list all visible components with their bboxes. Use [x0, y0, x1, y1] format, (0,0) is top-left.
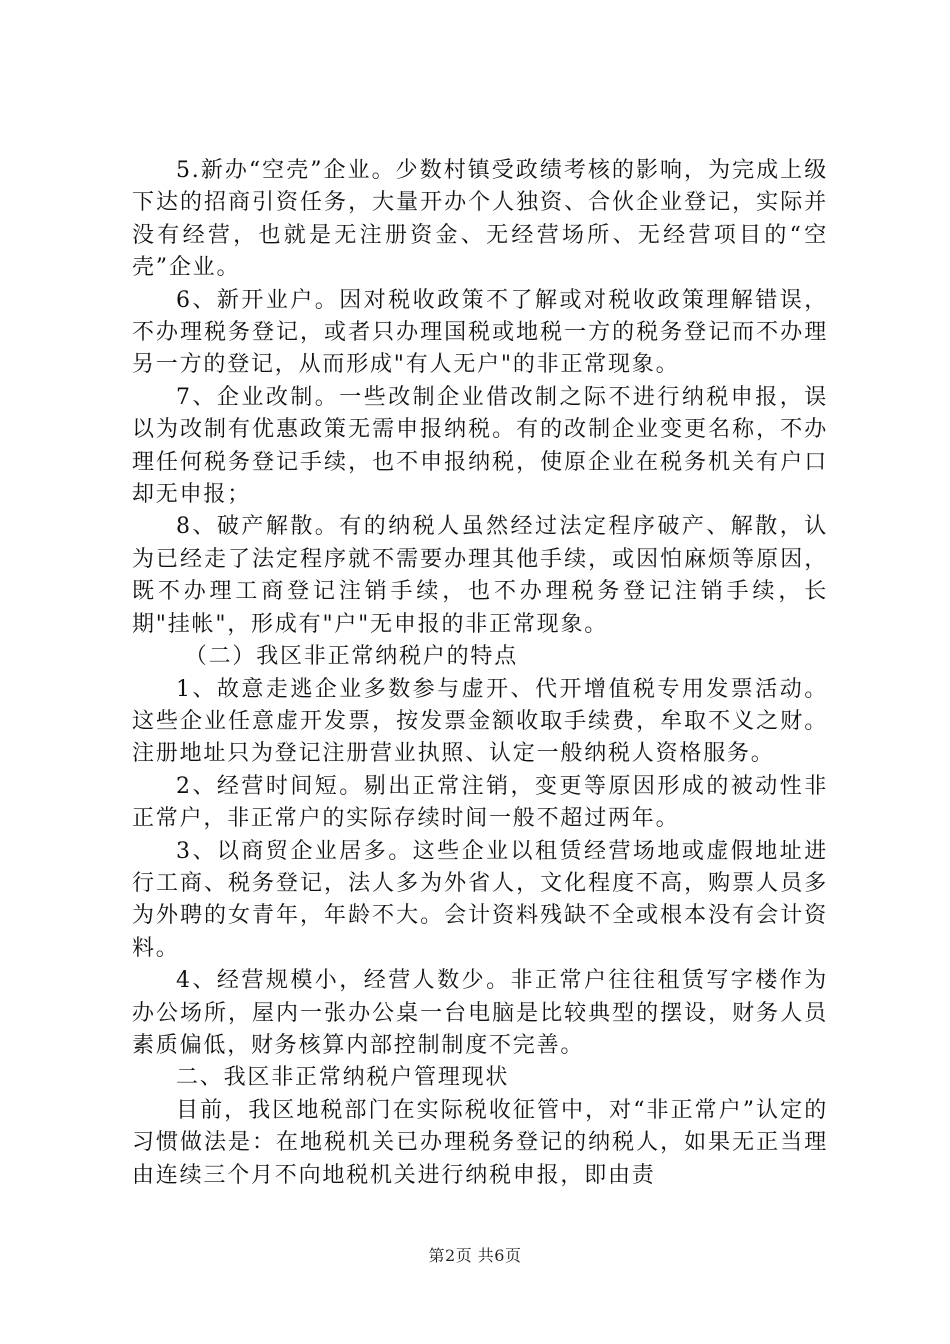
paragraph-current-practice: 目前，我区地税部门在实际税收征管中，对“非正常户”认定的习惯做法是：在地税机关已办理税务登记的纳税人，如果无正当理由连续三个月不向地税机关进行纳税申报，即由责: [132, 1097, 828, 1188]
paragraph-empty-shell-enterprises: 5.新办“空壳”企业。少数村镇受政绩考核的影响，为完成上级下达的招商引资任务，大量开办个人独资、合伙企业登记，实际并没有经营，也就是无注册资金、无经营场所、无经营项目的“空壳”企业。: [132, 158, 828, 281]
document-body: [132, 155, 828, 1192]
paragraph-short-operation: 2、经营时间短。剔出正常注销，变更等原因形成的被动性非正常户，非正常户的实际存续时间一般不超过两年。: [132, 773, 828, 832]
paragraph-bankruptcy-dissolution: 8、破产解散。有的纳税人虽然经过法定程序破产、解散，认为已经走了法定程序就不需要办理其他手续，或因怕麻烦等原因，既不办理工商登记注销手续，也不办理税务登记注销手续，长期"挂帐"，形成有"户"无申报的非正常现象。: [132, 514, 828, 637]
page-footer: 第2页 共6页: [428, 1246, 522, 1265]
paragraph-new-businesses: 6、新开业户。因对税收政策不了解或对税收政策理解错误，不办理税务登记，或者只办理国税或地税一方的税务登记而不办理另一方的登记，从而形成"有人无户"的非正常现象。: [132, 287, 828, 378]
paragraph-small-scale: 4、经营规模小，经营人数少。非正常户往往租赁写字楼作为办公场所，屋内一张办公桌一台电脑是比较典型的摆设，财务人员素质偏低，财务核算内部控制制度不完善。: [132, 968, 828, 1058]
section-heading-characteristics: （二）我区非正常纳税户的特点: [184, 644, 518, 670]
paragraph-invoice-fraud: 1、故意走逃企业多数参与虚开、代开增值税专用发票活动。这些企业任意虚开发票，按发票金额收取手续费，牟取不义之财。注册地址只为登记注册营业执照、认定一般纳税人资格服务。: [132, 676, 828, 767]
paragraph-enterprise-restructuring: 7、企业改制。一些改制企业借改制之际不进行纳税申报，误以为改制有优惠政策无需申报纳税。有的改制企业变更名称，不办理任何税务登记手续，也不申报纳税，使原企业在税务机关有户口却无申报；: [132, 384, 828, 508]
paragraph-trade-enterprises: 3、以商贸企业居多。这些企业以租赁经营场地或虚假地址进行工商、税务登记，法人多为外省人，文化程度不高，购票人员多为外聘的女青年，年龄不大。会计资料残缺不全或根本没有会计资料。: [132, 838, 828, 961]
section-heading-management-status: 二、我区非正常纳税户管理现状: [176, 1065, 510, 1091]
